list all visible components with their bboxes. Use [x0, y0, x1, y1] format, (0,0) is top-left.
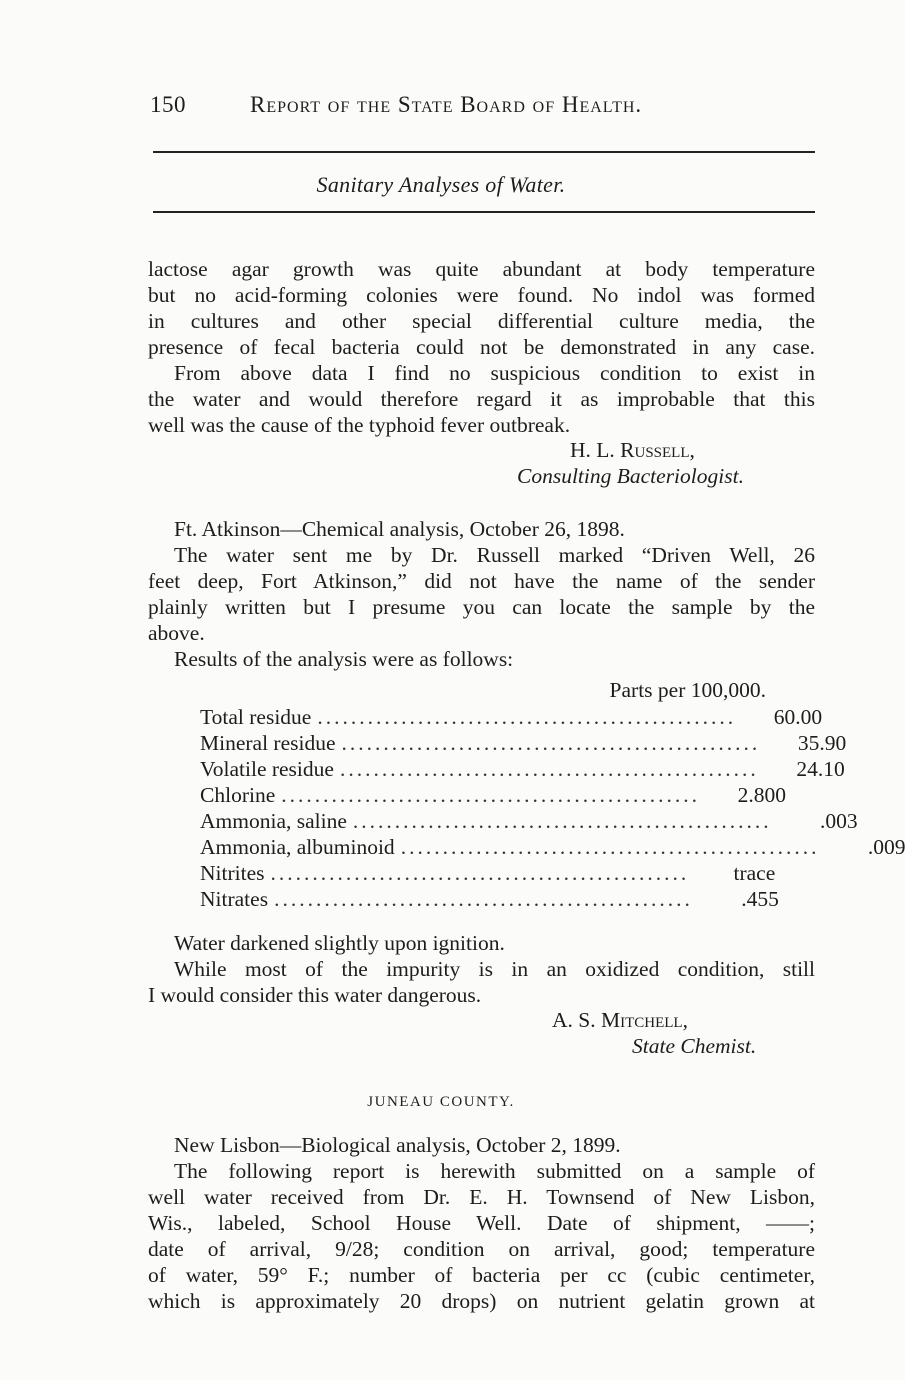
paragraph-line: above.: [148, 621, 205, 645]
paragraph-line: the water and would therefore regard it as improbable that this: [148, 387, 815, 411]
row-value: trace: [733, 861, 776, 885]
paragraph-line: Results of the analysis were as follows:: [174, 647, 514, 671]
paragraph-line: date of arrival, 9/28; condition on arrival, good; temperature: [148, 1237, 815, 1261]
paragraph-line: presence of fecal bacteria could not be demonstrated in any case.: [148, 335, 815, 359]
paragraph-line: Water darkened slightly upon ignition.: [174, 931, 505, 955]
table-header: Parts per 100,000.: [609, 678, 766, 702]
header-rule-bottom: [153, 211, 815, 213]
row-label: Nitrates: [200, 887, 269, 911]
signature-title: Consulting Bacteriologist.: [517, 464, 744, 488]
row-value: 24.10: [796, 757, 845, 781]
table-row: [200, 834, 905, 860]
row-label: Total residue: [200, 705, 312, 729]
table-row: [200, 704, 823, 730]
section-subtitle: Sanitary Analyses of Water.: [316, 172, 566, 197]
row-value: .003: [820, 809, 858, 833]
table-row: [200, 782, 786, 808]
paragraph-line: of water, 59° F.; number of bacteria per cc (cubic centimeter,: [148, 1263, 815, 1287]
dot-leader: ..................................................: [270, 861, 690, 885]
paragraph-line: While most of the impurity is in an oxidized condition, still: [174, 957, 815, 981]
dot-leader: ..................................................: [339, 757, 759, 781]
signature-name: A. S. Mitchell,: [552, 1008, 688, 1032]
row-value: 60.00: [773, 705, 823, 729]
signature-name: H. L. Russell,: [570, 438, 695, 462]
row-label: Ammonia, albuminoid: [200, 835, 395, 859]
paragraph-line: I would consider this water dangerous.: [148, 983, 482, 1007]
row-label: Mineral residue: [200, 731, 336, 755]
paragraph-line: lactose agar growth was quite abundant at body temperature: [148, 257, 815, 281]
paragraph-line: plainly written but I presume you can locate the sample by the: [148, 595, 815, 619]
paragraph-line: but no acid-forming colonies were found. No indol was formed: [148, 283, 815, 307]
paragraph-line: well water received from Dr. E. H. Townsend of New Lisbon,: [148, 1185, 815, 1209]
paragraph-line: New Lisbon—Biological analysis, October 2, 1899.: [174, 1133, 621, 1157]
dot-leader: ..................................................: [352, 809, 772, 833]
row-label: Nitrites: [200, 861, 265, 885]
dot-leader: ..................................................: [274, 887, 693, 911]
table-row: [200, 886, 779, 912]
signature-title: State Chemist.: [632, 1034, 757, 1058]
table-row: [200, 756, 845, 782]
paragraph-line: The following report is herewith submitted on a sample of: [174, 1159, 815, 1183]
paragraph-line: feet deep, Fort Atkinson,” did not have the name of the sender: [148, 569, 815, 593]
paragraph-line: well was the cause of the typhoid fever outbreak.: [148, 413, 571, 437]
page-number: 150: [150, 92, 186, 117]
paragraph-line: Wis., labeled, School House Well. Date of shipment, ——;: [148, 1211, 815, 1235]
row-value: 35.90: [797, 731, 847, 755]
dot-leader: ..................................................: [341, 731, 761, 755]
paragraph-line: which is approximately 20 drops) on nutrient gelatin grown at: [148, 1289, 815, 1313]
paragraph-line: in cultures and other special differential culture media, the: [148, 309, 815, 333]
dot-leader: ..................................................: [400, 835, 820, 859]
paragraph-line: Ft. Atkinson—Chemical analysis, October 26, 1898.: [174, 517, 625, 541]
county-heading: JUNEAU COUNTY.: [367, 1094, 515, 1110]
header-rule-top: [153, 151, 815, 153]
row-value: 2.800: [737, 783, 786, 807]
dot-leader: ..................................................: [281, 783, 700, 807]
row-value: .455: [741, 887, 779, 911]
paragraph-line: The water sent me by Dr. Russell marked “Driven Well, 26: [174, 543, 815, 567]
dot-leader: ..................................................: [317, 705, 737, 729]
row-value: .009: [867, 835, 905, 859]
paragraph-line: From above data I find no suspicious condition to exist in: [174, 361, 815, 385]
row-label: Chlorine: [200, 783, 276, 807]
row-label: Ammonia, saline: [200, 809, 347, 833]
table-row: [200, 808, 858, 834]
row-label: Volatile residue: [200, 757, 334, 781]
running-title: Report of the State Board of Health.: [250, 92, 643, 117]
table-row: [200, 860, 776, 886]
table-row: [200, 730, 847, 756]
